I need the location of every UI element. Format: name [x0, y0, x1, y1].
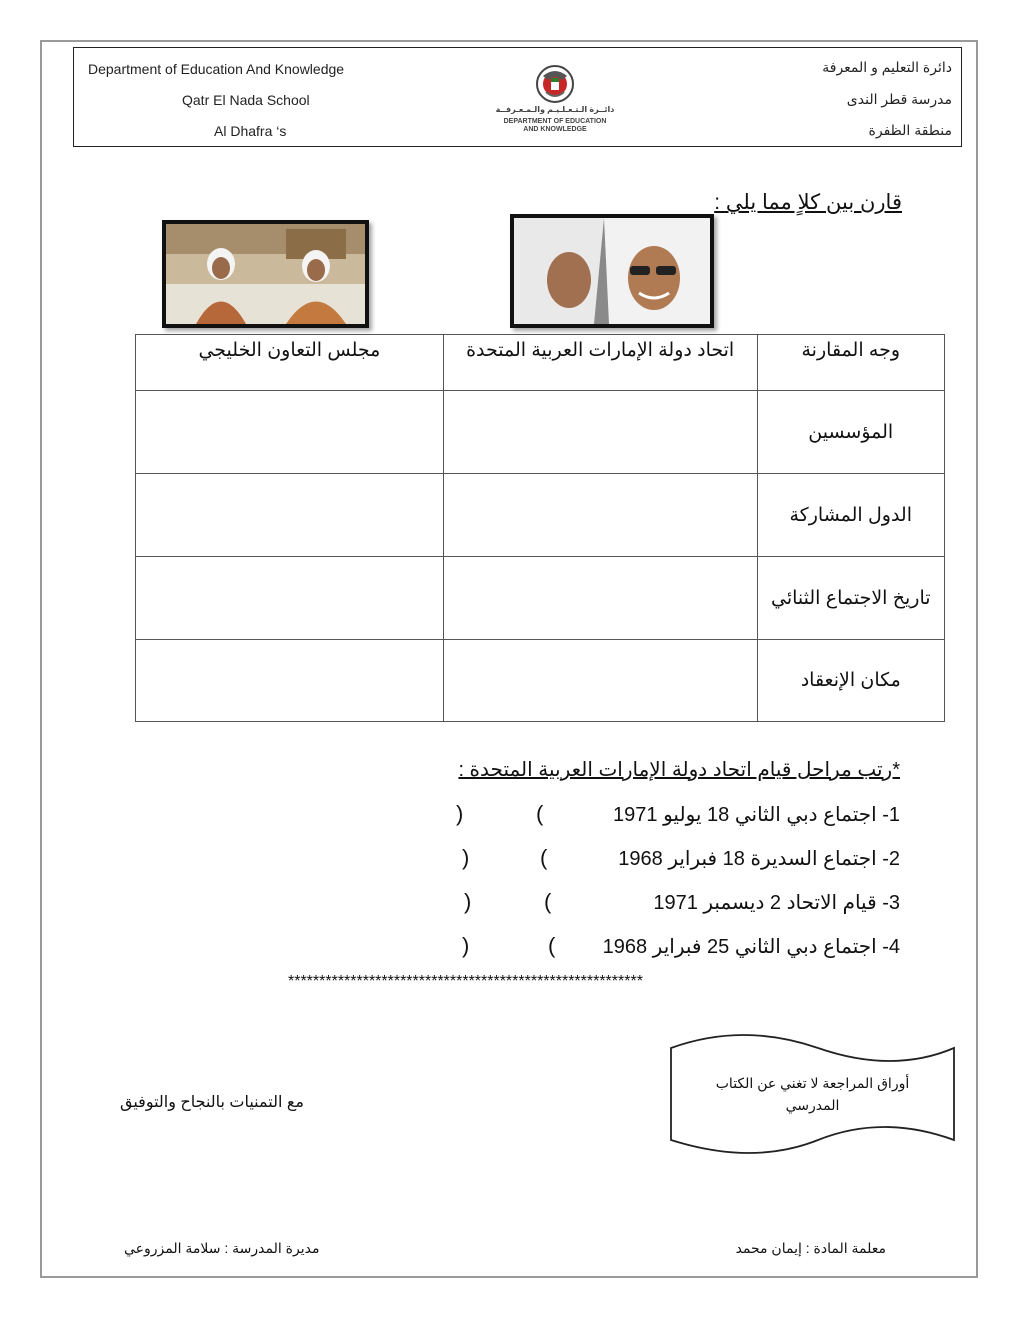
photo-leaders-seated [162, 220, 369, 328]
table-cell-gcc-countries[interactable] [136, 474, 444, 557]
separator-stars: ********************************************************* [288, 973, 643, 990]
order-item-4-paren-close[interactable]: ) [462, 933, 470, 958]
logo-text-ar: دائــرة الـتـعـلـيـم والـمـعـرفــة [495, 105, 615, 114]
header-region-en: Al Dhafra ‘s [214, 123, 287, 139]
logo-text-en2: AND KNOWLEDGE [523, 126, 587, 133]
table-cell-uae-founders[interactable] [443, 391, 757, 474]
table-row-label-founders: المؤسسين [757, 391, 944, 474]
header-school-ar: مدرسة قطر الندى [846, 91, 952, 107]
order-item-3-paren-open: ( [544, 889, 552, 914]
table-cell-uae-venue[interactable] [443, 640, 757, 722]
order-item-3-paren-close[interactable]: ) [464, 889, 472, 914]
closing-wish: مع التمنيات بالنجاح والتوفيق [120, 1094, 304, 1111]
table-cell-gcc-meeting-date[interactable] [136, 557, 444, 640]
table-header-uae-union: اتحاد دولة الإمارات العربية المتحدة [443, 335, 757, 391]
table-header-gcc: مجلس التعاون الخليجي [136, 335, 444, 391]
header-region-ar: منطقة الظفرة [868, 122, 952, 138]
table-cell-uae-countries[interactable] [443, 474, 757, 557]
logo-text-en1: DEPARTMENT OF EDUCATION [503, 118, 607, 125]
header-department-en: Department of Education And Knowledge [88, 61, 345, 77]
footer-principal: مديرة المدرسة : سلامة المزروعي [124, 1240, 320, 1256]
comparison-table [135, 334, 945, 722]
question2-title: *رتب مراحل قيام اتحاد دولة الإمارات العربية المتحدة : [458, 759, 900, 781]
order-item-1-paren-open: ( [536, 801, 544, 826]
order-item-1: 1- اجتماع دبي الثاني 18 يوليو 1971 [613, 804, 900, 826]
table-header-aspect: وجه المقارنة [757, 335, 944, 391]
table-row-label-meeting-date: تاريخ الاجتماع الثنائي [757, 557, 944, 640]
question1-title: قارن بين كلاٍ مما يلي : [714, 191, 902, 214]
table-cell-gcc-venue[interactable] [136, 640, 444, 722]
header-school-en: Qatr El Nada School [182, 92, 310, 108]
order-item-2-paren-open: ( [540, 845, 548, 870]
footer-teacher: معلمة المادة : إيمان محمد [735, 1240, 886, 1256]
header-department-ar: دائرة التعليم و المعرفة [822, 59, 952, 75]
table-row-label-venue: مكان الإنعقاد [757, 640, 944, 722]
order-item-2: 2- اجتماع السديرة 18 فبراير 1968 [618, 848, 900, 870]
order-item-4: 4- اجتماع دبي الثاني 25 فبراير 1968 [602, 936, 900, 958]
table-cell-gcc-founders[interactable] [136, 391, 444, 474]
table-row-label-countries: الدول المشاركة [757, 474, 944, 557]
order-item-2-paren-close[interactable]: ) [462, 845, 470, 870]
table-cell-uae-meeting-date[interactable] [443, 557, 757, 640]
order-item-4-paren-open: ( [548, 933, 556, 958]
order-item-1-paren-close[interactable]: ) [456, 801, 464, 826]
note-banner-text: أوراق المراجعة لا تغني عن الكتاب المدرسي [715, 1075, 910, 1113]
photo-leaders-closeup [510, 214, 714, 328]
order-item-3: 3- قيام الاتحاد 2 ديسمبر 1971 [653, 892, 900, 914]
